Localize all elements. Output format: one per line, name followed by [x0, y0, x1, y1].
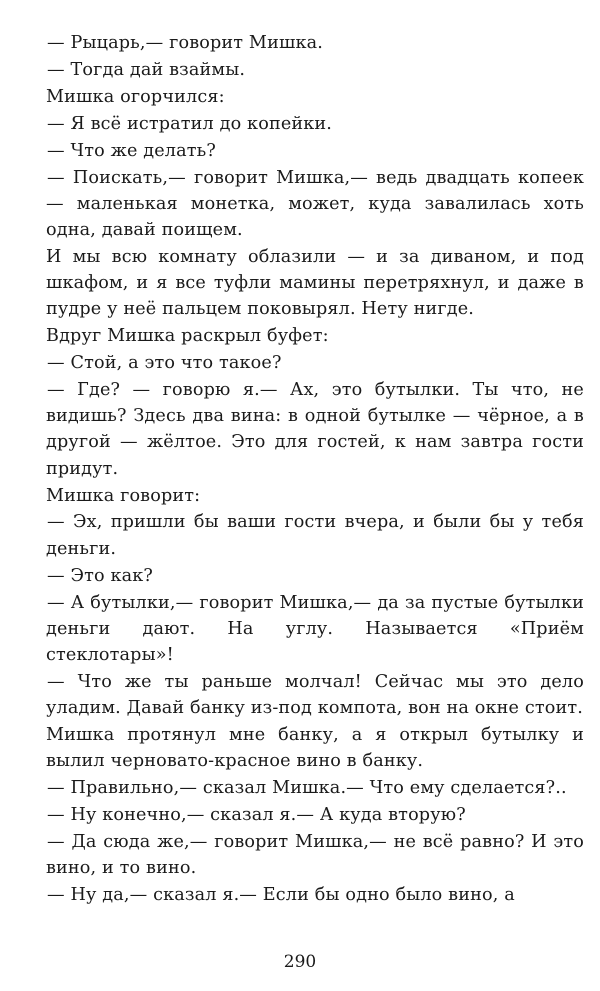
paragraph-16: Мишка протянул мне банку, а я открыл бутылку и вылил черновато-красное вино в банку.: [46, 724, 584, 771]
paragraph-10: — Где? — говорю я.— Ах, это бутылки. Ты что, не видишь? Здесь два вина: в одной бутылке — чёрное, а в другой — жёлтое. Это для гостей, к нам завтра гости придут.: [46, 380, 584, 479]
paragraph-18: — Ну конечно,— сказал я.— А куда вторую?: [47, 804, 466, 825]
paragraph-14: — А бутылки,— говорит Мишка,— да за пустые бутылки деньги дают. На углу. Называется «Приём стеклотары»!: [46, 592, 584, 665]
paragraph-7: И мы всю комнату облазили — и за диваном, и под шкафом, и я все туфли мамины перетряхнул, и даже в пудре у неё пальцем поковырял. Нету нигде.: [46, 247, 584, 320]
paragraph-6: — Поискать,— говорит Мишка,— ведь двадцать копеек — маленькая монетка, может, куда завалилась хоть одна, давай поищем.: [46, 167, 584, 241]
paragraph-15: — Что же ты раньше молчал! Сейчас мы это дело уладим. Давай банку из-под компота, вон на окне стоит.: [46, 671, 584, 718]
paragraph-19: — Да сюда же,— говорит Мишка,— не всё равно? И это вино, и то вино.: [46, 831, 584, 878]
paragraph-2: — Тогда дай взаймы.: [47, 59, 246, 80]
paragraph-8: Вдруг Мишка раскрыл буфет:: [46, 326, 329, 347]
page-number: 290: [283, 952, 317, 972]
paragraph-9: — Стой, а это что такое?: [47, 353, 282, 374]
paragraph-17: — Правильно,— сказал Мишка.— Что ему сделается?..: [47, 777, 567, 798]
paragraph-13: — Это как?: [47, 565, 153, 586]
paragraph-20: — Ну да,— сказал я.— Если бы одно было вино, а: [47, 884, 515, 905]
paragraph-11: Мишка говорит:: [46, 485, 201, 506]
book-page-text: [46, 30, 584, 945]
paragraph-4: — Я всё истратил до копейки.: [47, 113, 333, 134]
paragraph-12: — Эх, пришли бы ваши гости вчера, и были бы у тебя деньги.: [46, 512, 584, 559]
paragraph-5: — Что же делать?: [47, 140, 216, 161]
paragraph-1: — Рыцарь,— говорит Мишка.: [47, 33, 323, 53]
paragraph-3: Мишка огорчился:: [46, 86, 225, 107]
